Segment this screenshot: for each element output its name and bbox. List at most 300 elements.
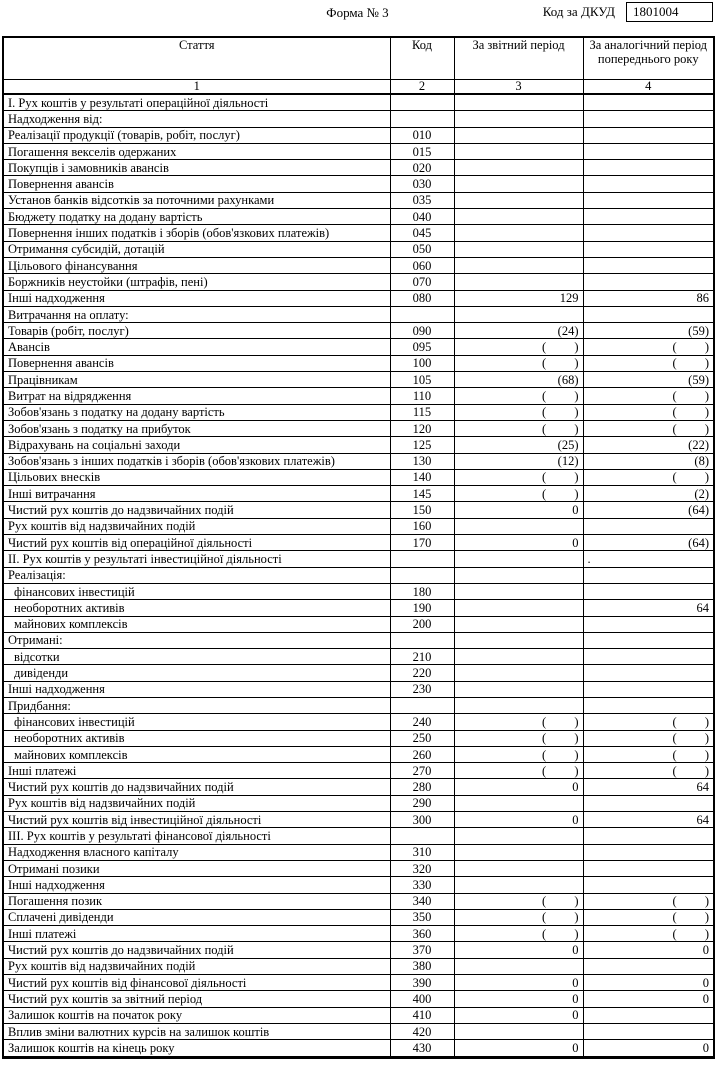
previous-period-cell: (59) [583,323,714,339]
article-cell: Інші надходження [3,681,390,697]
article-cell: необоротних активів [3,730,390,746]
code-cell: 140 [390,469,454,485]
article-cell: відсотки [3,649,390,665]
previous-period-cell [583,111,714,127]
reporting-period-cell: ( ) [454,420,583,436]
table-row [3,763,714,779]
column-number: 2 [390,80,454,95]
previous-period-cell [583,649,714,665]
article-cell: Інші надходження [3,877,390,893]
previous-period-cell: ( ) [583,730,714,746]
previous-period-cell [583,681,714,697]
code-cell: 060 [390,257,454,273]
table-row [3,893,714,909]
code-cell: 080 [390,290,454,306]
article-cell: Рух коштів від надзвичайних подій [3,958,390,974]
reporting-period-cell [454,160,583,176]
reporting-period-cell [454,518,583,534]
table-row [3,1023,714,1039]
column-header-reporting-period: За звітний період [454,37,583,80]
previous-period-cell [583,306,714,322]
previous-period-cell: ( ) [583,420,714,436]
reporting-period-cell: 0 [454,502,583,518]
previous-period-cell [583,94,714,111]
code-cell [390,94,454,111]
reporting-period-cell [454,600,583,616]
table-row [3,1040,714,1057]
code-cell: 190 [390,600,454,616]
table-row [3,632,714,648]
table-row [3,225,714,241]
reporting-period-cell: 0 [454,942,583,958]
reporting-period-cell: (25) [454,437,583,453]
reporting-period-cell: ( ) [454,746,583,762]
table-row [3,812,714,828]
article-cell: майнових комплексів [3,746,390,762]
previous-period-cell [583,209,714,225]
previous-period-cell [583,143,714,159]
code-cell: 170 [390,535,454,551]
code-cell [390,306,454,322]
previous-period-cell [583,567,714,583]
article-cell: Придбання: [3,697,390,713]
article-cell: Чистий рух коштів до надзвичайних подій [3,779,390,795]
reporting-period-cell [454,241,583,257]
reporting-period-cell [454,176,583,192]
code-cell: 280 [390,779,454,795]
reporting-period-cell: ( ) [454,388,583,404]
table-row [3,600,714,616]
table-row [3,795,714,811]
reporting-period-cell [454,94,583,111]
article-cell: Чистий рух коштів від операційної діяльності [3,535,390,551]
article-cell: Погашення позик [3,893,390,909]
column-header-article: Стаття [3,37,390,80]
column-header-code: Код [390,37,454,80]
previous-period-cell [583,616,714,632]
previous-period-cell: (64) [583,502,714,518]
code-cell [390,111,454,127]
previous-period-cell [583,160,714,176]
code-cell: 420 [390,1023,454,1039]
column-number: 1 [3,80,390,95]
article-cell: Повернення авансів [3,355,390,371]
previous-period-cell: ( ) [583,763,714,779]
article-cell: Надходження власного капіталу [3,844,390,860]
article-cell: Чистий рух коштів до надзвичайних подій [3,502,390,518]
table-row [3,583,714,599]
table-row [3,323,714,339]
article-cell: Погашення векселів одержаних [3,143,390,159]
article-cell: Установ банків відсотків за поточними рахунками [3,192,390,208]
table-row [3,437,714,453]
article-cell: Авансів [3,339,390,355]
article-cell: Чистий рух коштів від інвестиційної діяльності [3,812,390,828]
table-row [3,828,714,844]
article-cell: Зобов'язань з податку на додану вартість [3,404,390,420]
previous-period-cell: ( ) [583,893,714,909]
table-row [3,209,714,225]
article-cell: Зобов'язань з інших податків і зборів (обов'язкових платежів) [3,453,390,469]
table-row [3,779,714,795]
article-cell: Повернення авансів [3,176,390,192]
previous-period-cell: 64 [583,600,714,616]
code-cell: 090 [390,323,454,339]
table-row [3,111,714,127]
previous-period-cell [583,241,714,257]
cash-flow-table [2,36,715,1059]
reporting-period-cell: ( ) [454,355,583,371]
code-cell: 150 [390,502,454,518]
article-cell: фінансових інвестицій [3,583,390,599]
reporting-period-cell [454,877,583,893]
reporting-period-cell [454,860,583,876]
article-cell: Інші платежі [3,763,390,779]
article-cell: Чистий рух коштів за звітний період [3,991,390,1007]
code-cell: 040 [390,209,454,225]
table-row [3,176,714,192]
table-header-row [3,37,714,80]
table-row [3,404,714,420]
article-cell: Повернення інших податків і зборів (обов'язкових платежів) [3,225,390,241]
article-cell: Отримання субсидій, дотацій [3,241,390,257]
table-row [3,94,714,111]
table-row [3,502,714,518]
reporting-period-cell [454,649,583,665]
code-cell: 370 [390,942,454,958]
previous-period-cell: ( ) [583,746,714,762]
code-cell: 300 [390,812,454,828]
previous-period-cell [583,127,714,143]
article-cell: Отримані: [3,632,390,648]
table-row [3,616,714,632]
table-row [3,746,714,762]
form-header [0,0,715,36]
reporting-period-cell [454,681,583,697]
code-cell: 030 [390,176,454,192]
code-cell: 430 [390,1040,454,1057]
article-cell: Інші витрачання [3,486,390,502]
table-row [3,355,714,371]
reporting-period-cell [454,583,583,599]
article-cell: фінансових інвестицій [3,714,390,730]
reporting-period-cell: ( ) [454,486,583,502]
article-cell: I. Рух коштів у результаті операційної діяльності [3,94,390,111]
table-row [3,958,714,974]
previous-period-cell: ( ) [583,388,714,404]
reporting-period-cell: ( ) [454,909,583,925]
code-cell: 035 [390,192,454,208]
table-row [3,567,714,583]
previous-period-cell [583,192,714,208]
article-cell: Інші платежі [3,926,390,942]
code-cell: 050 [390,241,454,257]
table-row [3,486,714,502]
article-cell: Зобов'язань з податку на прибуток [3,420,390,436]
reporting-period-cell [454,127,583,143]
table-row [3,551,714,567]
article-cell: Витрачання на оплату: [3,306,390,322]
table-row [3,649,714,665]
reporting-period-cell [454,795,583,811]
reporting-period-cell [454,567,583,583]
code-cell: 180 [390,583,454,599]
code-cell: 250 [390,730,454,746]
previous-period-cell: ( ) [583,926,714,942]
code-cell: 120 [390,420,454,436]
code-cell: 210 [390,649,454,665]
reporting-period-cell: ( ) [454,893,583,909]
table-row [3,975,714,991]
code-cell: 020 [390,160,454,176]
column-header-previous-period: За аналогічний період попереднього року [583,37,714,80]
article-cell: Отримані позики [3,860,390,876]
table-row [3,942,714,958]
table-row [3,877,714,893]
code-cell: 110 [390,388,454,404]
code-cell: 230 [390,681,454,697]
reporting-period-cell: ( ) [454,469,583,485]
article-cell: Чистий рух коштів від фінансової діяльності [3,975,390,991]
table-row [3,420,714,436]
reporting-period-cell [454,551,583,567]
previous-period-cell: ( ) [583,404,714,420]
reporting-period-cell: (12) [454,453,583,469]
reporting-period-cell [454,1023,583,1039]
previous-period-cell [583,877,714,893]
previous-period-cell [583,828,714,844]
table-row [3,991,714,1007]
table-row [3,1007,714,1023]
code-cell: 320 [390,860,454,876]
previous-period-cell: (8) [583,453,714,469]
code-cell: 330 [390,877,454,893]
reporting-period-cell: ( ) [454,926,583,942]
column-numbers-row [3,80,714,95]
previous-period-cell: 0 [583,1040,714,1057]
table-row [3,714,714,730]
previous-period-cell [583,795,714,811]
article-cell: Чистий рух коштів до надзвичайних подій [3,942,390,958]
code-cell: 095 [390,339,454,355]
previous-period-cell: (59) [583,372,714,388]
article-cell: Вплив зміни валютних курсів на залишок коштів [3,1023,390,1039]
reporting-period-cell [454,225,583,241]
article-cell: Реалізація: [3,567,390,583]
previous-period-cell: 64 [583,779,714,795]
previous-period-cell [583,860,714,876]
table-row [3,697,714,713]
article-cell: Сплачені дивіденди [3,909,390,925]
reporting-period-cell [454,665,583,681]
code-cell: 010 [390,127,454,143]
reporting-period-cell [454,111,583,127]
article-cell: Працівникам [3,372,390,388]
article-cell: Цільового фінансування [3,257,390,273]
table-row [3,257,714,273]
table-row [3,143,714,159]
table-row [3,453,714,469]
table-row [3,469,714,485]
dkud-label: Код за ДКУД [542,4,615,19]
table-row [3,535,714,551]
article-cell: дивіденди [3,665,390,681]
code-cell: 115 [390,404,454,420]
reporting-period-cell [454,192,583,208]
previous-period-cell: ( ) [583,355,714,371]
table-row [3,274,714,290]
table-row [3,909,714,925]
code-cell: 290 [390,795,454,811]
article-cell: Витрат на відрядження [3,388,390,404]
code-cell: 105 [390,372,454,388]
article-cell: Цільових внесків [3,469,390,485]
previous-period-cell [583,697,714,713]
code-cell: 125 [390,437,454,453]
reporting-period-cell: ( ) [454,730,583,746]
reporting-period-cell: ( ) [454,763,583,779]
reporting-period-cell: ( ) [454,404,583,420]
table-row [3,730,714,746]
previous-period-cell: 64 [583,812,714,828]
table-row [3,681,714,697]
reporting-period-cell: (24) [454,323,583,339]
table-row [3,388,714,404]
reporting-period-cell [454,697,583,713]
reporting-period-cell: 0 [454,975,583,991]
reporting-period-cell: 0 [454,535,583,551]
code-cell: 220 [390,665,454,681]
previous-period-cell: ( ) [583,909,714,925]
reporting-period-cell [454,143,583,159]
article-cell: Рух коштів від надзвичайних подій [3,518,390,534]
previous-period-cell: 0 [583,991,714,1007]
article-cell: Рух коштів від надзвичайних подій [3,795,390,811]
code-cell: 410 [390,1007,454,1023]
previous-period-cell: ( ) [583,714,714,730]
code-cell: 145 [390,486,454,502]
reporting-period-cell [454,306,583,322]
code-cell: 310 [390,844,454,860]
article-cell: Відрахувань на соціальні заходи [3,437,390,453]
reporting-period-cell [454,632,583,648]
article-cell: Надходження від: [3,111,390,127]
reporting-period-cell: (68) [454,372,583,388]
code-cell [390,551,454,567]
form-number-label: Форма № 3 [326,5,389,20]
reporting-period-cell [454,828,583,844]
article-cell: Реалізації продукції (товарів, робіт, послуг) [3,127,390,143]
code-cell: 270 [390,763,454,779]
previous-period-cell: 0 [583,975,714,991]
article-cell: Бюджету податку на додану вартість [3,209,390,225]
code-cell: 380 [390,958,454,974]
code-cell: 200 [390,616,454,632]
previous-period-cell [583,257,714,273]
code-cell: 160 [390,518,454,534]
reporting-period-cell [454,209,583,225]
previous-period-cell [583,225,714,241]
code-cell: 260 [390,746,454,762]
article-cell: II. Рух коштів у результаті інвестиційної діяльності [3,551,390,567]
reporting-period-cell: ( ) [454,339,583,355]
table-row [3,160,714,176]
table-row [3,844,714,860]
reporting-period-cell [454,958,583,974]
table-row [3,860,714,876]
article-cell: Покупців і замовників авансів [3,160,390,176]
reporting-period-cell: 0 [454,1007,583,1023]
dkud-code-box: 1801004 [626,2,713,22]
code-cell [390,632,454,648]
table-row [3,518,714,534]
column-number: 3 [454,80,583,95]
previous-period-cell [583,844,714,860]
previous-period-cell: ( ) [583,339,714,355]
previous-period-cell [583,1023,714,1039]
article-cell: Залишок коштів на кінець року [3,1040,390,1057]
reporting-period-cell [454,274,583,290]
previous-period-cell [583,665,714,681]
code-cell: 390 [390,975,454,991]
article-cell: майнових комплексів [3,616,390,632]
table-row [3,372,714,388]
code-cell: 400 [390,991,454,1007]
code-cell [390,567,454,583]
article-cell: III. Рух коштів у результаті фінансової діяльності [3,828,390,844]
previous-period-cell: 0 [583,942,714,958]
table-row [3,127,714,143]
code-cell: 100 [390,355,454,371]
table-row [3,290,714,306]
previous-period-cell [583,176,714,192]
article-cell: Товарів (робіт, послуг) [3,323,390,339]
previous-period-cell [583,958,714,974]
reporting-period-cell: 129 [454,290,583,306]
reporting-period-cell [454,844,583,860]
code-cell: 045 [390,225,454,241]
table-row [3,665,714,681]
code-cell: 240 [390,714,454,730]
previous-period-cell [583,518,714,534]
reporting-period-cell [454,257,583,273]
dkud-code-group [543,2,713,22]
code-cell: 360 [390,926,454,942]
article-cell: Інші надходження [3,290,390,306]
previous-period-cell: 86 [583,290,714,306]
reporting-period-cell: 0 [454,779,583,795]
previous-period-cell [583,583,714,599]
previous-period-cell: ( ) [583,469,714,485]
code-cell [390,828,454,844]
table-row [3,926,714,942]
previous-period-cell: (64) [583,535,714,551]
table-row [3,339,714,355]
reporting-period-cell: 0 [454,812,583,828]
article-cell: Боржників неустойки (штрафів, пені) [3,274,390,290]
code-cell [390,697,454,713]
code-cell: 350 [390,909,454,925]
table-row [3,306,714,322]
previous-period-cell [583,1007,714,1023]
previous-period-cell: . [583,551,714,567]
code-cell: 130 [390,453,454,469]
reporting-period-cell: 0 [454,1040,583,1057]
column-number: 4 [583,80,714,95]
code-cell: 015 [390,143,454,159]
previous-period-cell [583,274,714,290]
code-cell: 070 [390,274,454,290]
